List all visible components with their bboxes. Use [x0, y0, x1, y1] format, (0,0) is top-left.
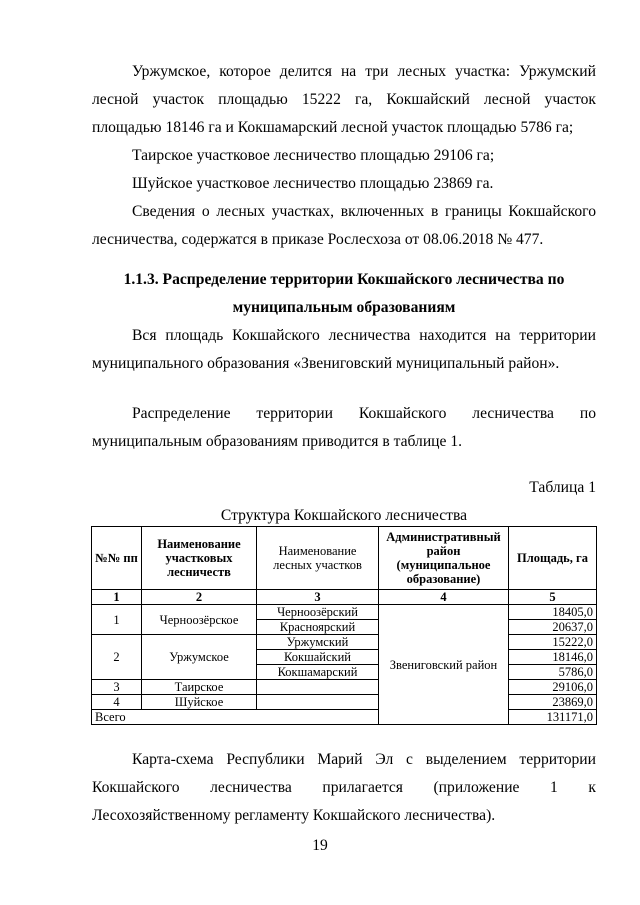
header-forestry: Наименование участковых лесничеств — [142, 527, 257, 590]
table-row — [92, 680, 597, 695]
header-area: Площадь, га — [509, 527, 597, 590]
paragraph-distribution: Распределение территории Кокшайского лесничества по муниципальным образованиям приводится в таблице 1. — [92, 405, 596, 450]
row-number: 1 — [92, 605, 142, 635]
plot-name-empty — [257, 695, 379, 710]
column-number: 3 — [257, 590, 379, 605]
table-label: Таблица 1 — [529, 479, 596, 496]
table-header-row — [92, 527, 597, 590]
column-number: 5 — [509, 590, 597, 605]
table-column-numbers — [92, 590, 597, 605]
table-total-row — [92, 710, 597, 725]
total-area: 131171,0 — [509, 710, 597, 725]
plot-name-empty — [257, 680, 379, 695]
section-heading-line2: муниципальным образованиям — [232, 299, 456, 316]
plot-name: Красноярский — [257, 620, 379, 635]
area-value: 5786,0 — [509, 665, 597, 680]
column-number: 1 — [92, 590, 142, 605]
paragraph-territory: Вся площадь Кокшайского лесничества находится на территории муниципального образования «Звениговский муниципальный район». — [92, 327, 596, 372]
area-value: 20637,0 — [509, 620, 597, 635]
row-number: 3 — [92, 680, 142, 695]
total-label: Всего — [92, 710, 379, 725]
table-caption: Структура Кокшайского лесничества — [220, 507, 468, 524]
plot-name: Кокшайский — [257, 650, 379, 665]
paragraph-urzhum: Уржумское, которое делится на три лесных участка: Уржумский лесной участок площадью 15222 га, Кокшайский лесной участок площадью 18146 га и Кокшамарский лесной участок площадью 5786 га; — [92, 63, 596, 136]
header-plots: Наименование лесных участков — [257, 527, 379, 590]
forestry-name: Шуйское — [142, 695, 257, 710]
paragraph-tairskoe: Таирское участковое лесничество площадью 29106 га; — [132, 147, 495, 164]
forestry-name: Таирское — [142, 680, 257, 695]
table-row — [92, 695, 597, 710]
area-value: 18405,0 — [509, 605, 597, 620]
row-number: 4 — [92, 695, 142, 710]
area-value: 15222,0 — [509, 635, 597, 650]
page-number: 19 — [312, 837, 328, 854]
plot-name: Уржумский — [257, 635, 379, 650]
forestry-name: Уржумское — [142, 635, 257, 680]
paragraph-map: Карта-схема Республики Марий Эл с выделением территории Кокшайского лесничества прилагается (приложение 1 к Лесохозяйственному регламенту Кокшайского лесничества). — [92, 751, 596, 824]
row-number: 2 — [92, 635, 142, 680]
header-district: Административный район (муниципальное образование) — [379, 527, 509, 590]
district-name: Звениговский район — [379, 605, 509, 725]
column-number: 4 — [379, 590, 509, 605]
forestry-name: Черноозёрское — [142, 605, 257, 635]
area-value: 23869,0 — [509, 695, 597, 710]
forestry-structure-table — [91, 526, 597, 725]
paragraph-shuyskoe: Шуйское участковое лесничество площадью 23869 га. — [132, 175, 494, 192]
paragraph-order-info: Сведения о лесных участках, включенных в границы Кокшайского лесничества, содержатся в приказе Рослесхоза от 08.06.2018 № 477. — [92, 203, 596, 248]
plot-name: Кокшамарский — [257, 665, 379, 680]
table-row — [92, 635, 597, 650]
area-value: 18146,0 — [509, 650, 597, 665]
plot-name: Черноозёрский — [257, 605, 379, 620]
section-heading-line1: 1.1.3. Распределение территории Кокшайского лесничества по — [123, 271, 565, 288]
header-number: №№ пп — [92, 527, 142, 590]
table-row — [92, 605, 597, 620]
area-value: 29106,0 — [509, 680, 597, 695]
column-number: 2 — [142, 590, 257, 605]
